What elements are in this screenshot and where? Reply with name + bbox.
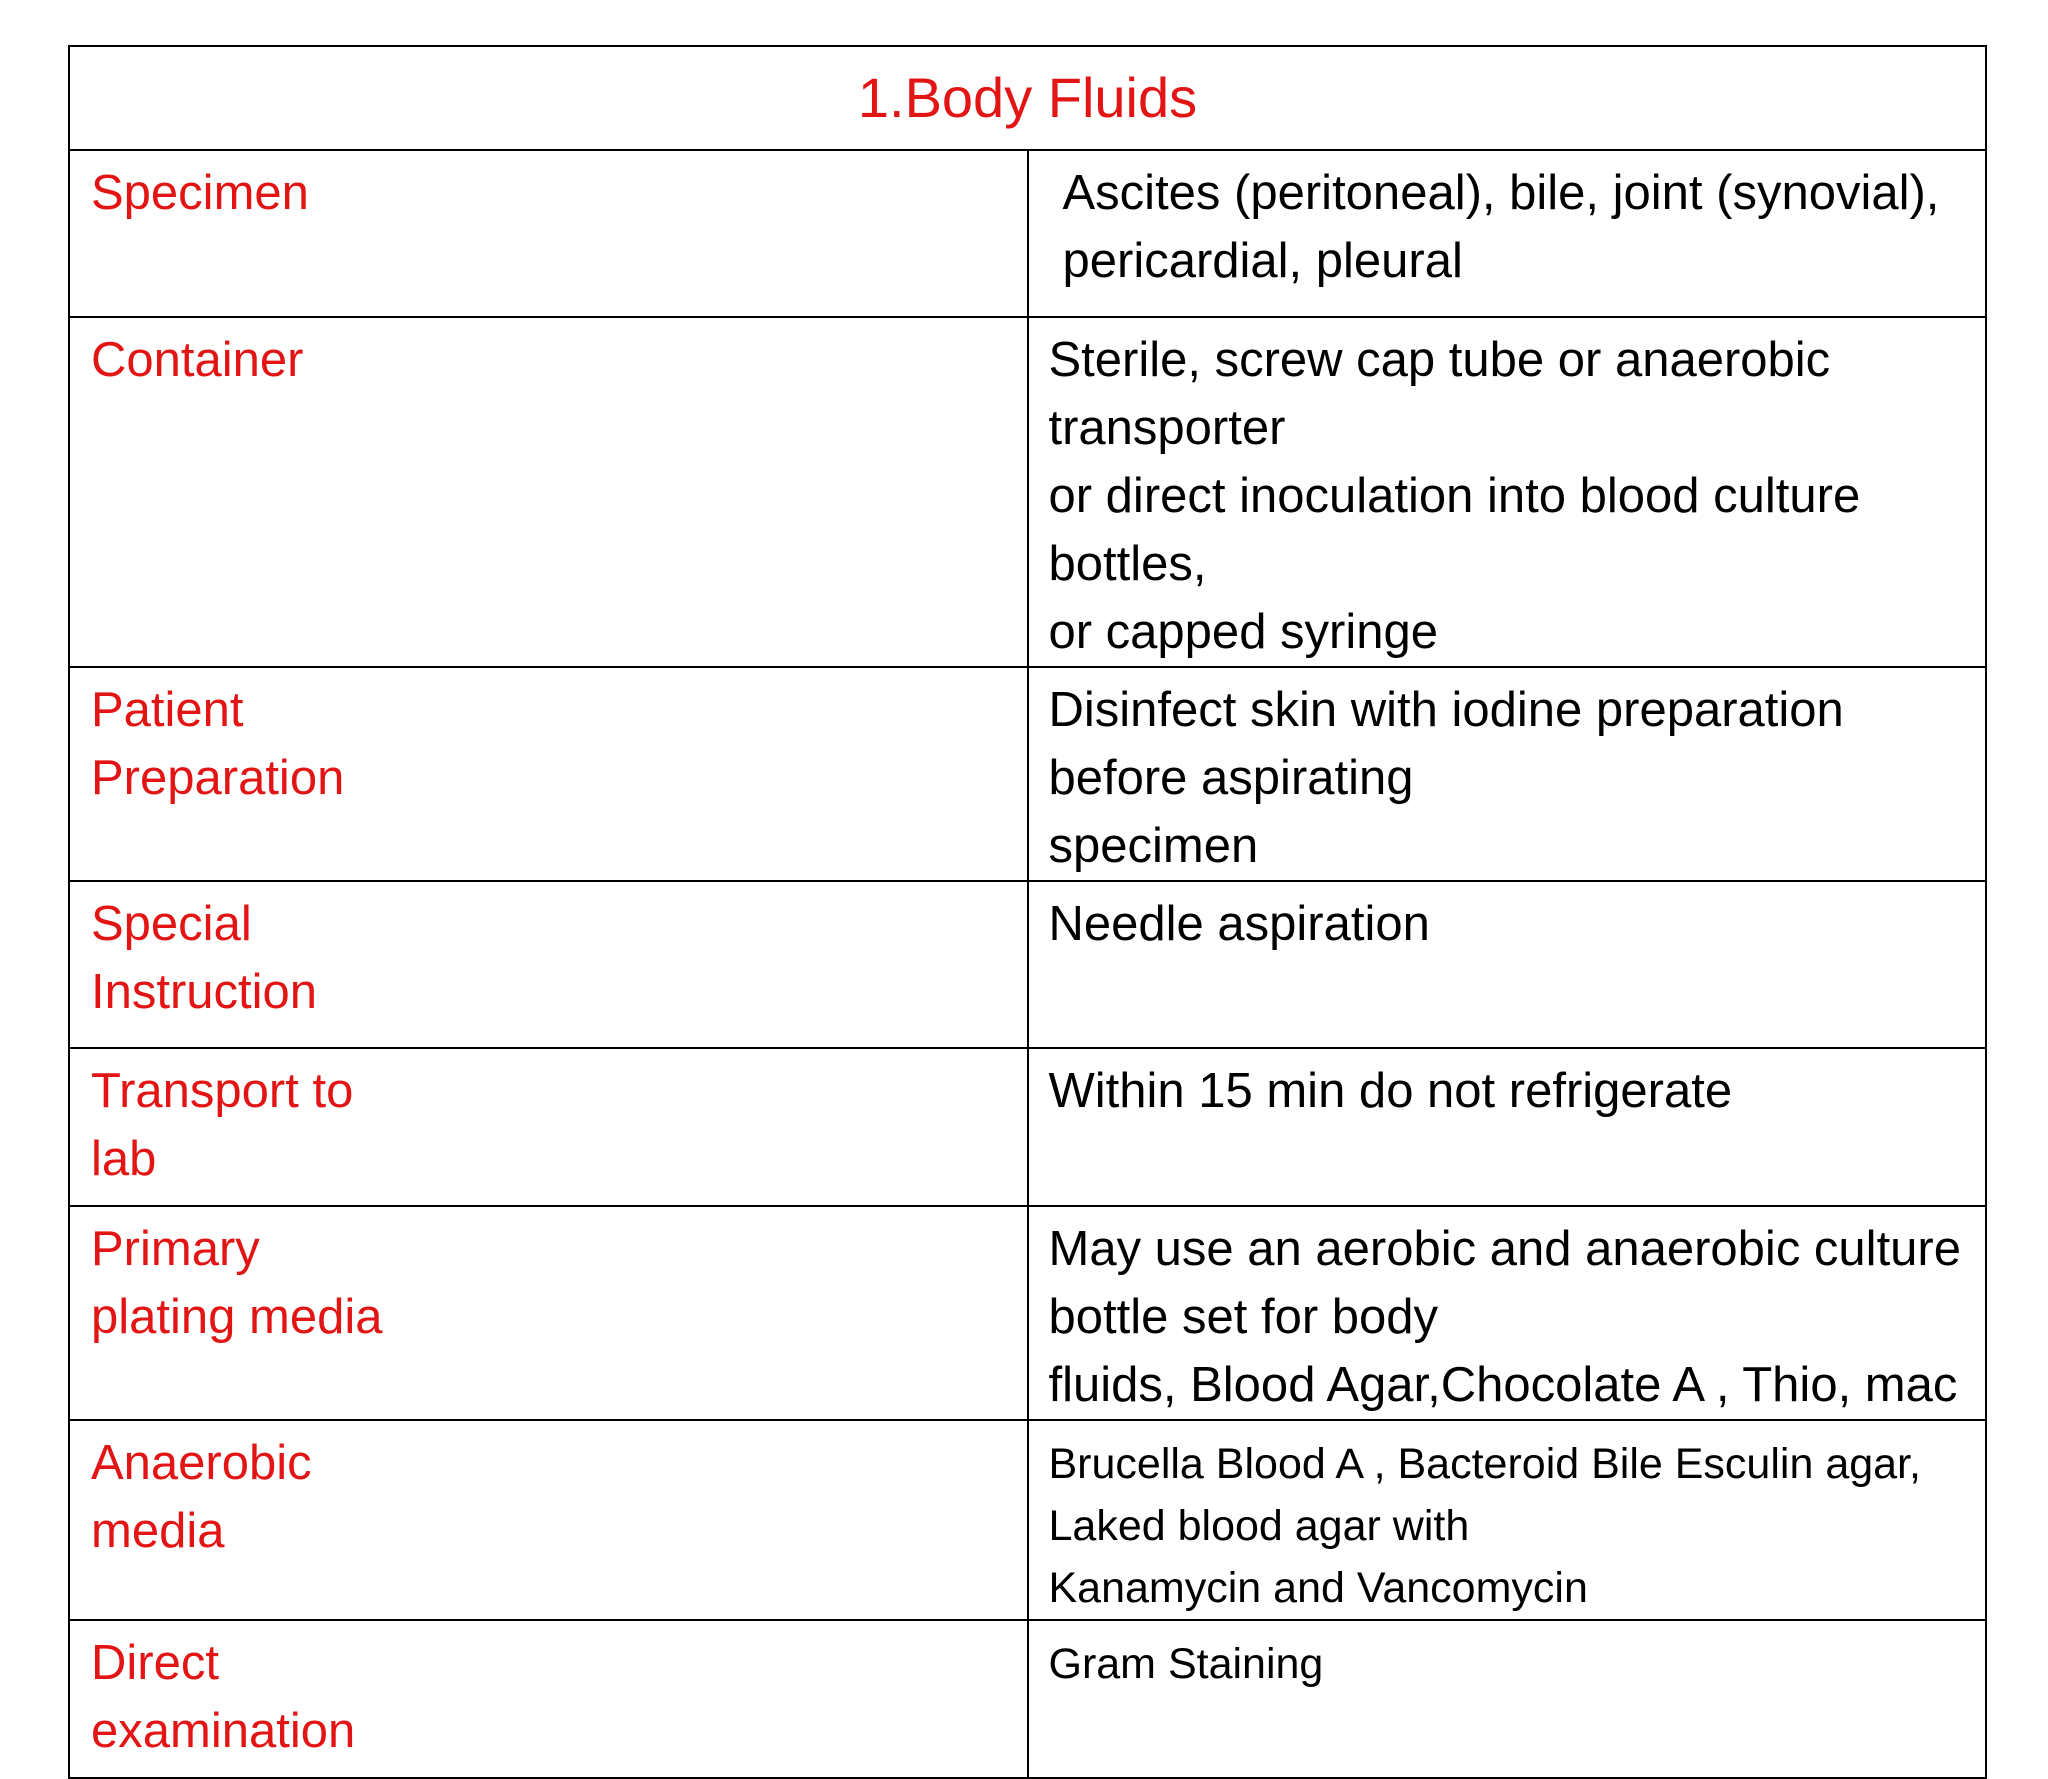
row-value-text: Brucella Blood A , Bacteroid Bile Esculin agar, Laked blood agar with Kanamycin and Vancomycin	[1048, 1440, 1921, 1612]
table-row-primary-plating-media	[69, 1206, 1986, 1420]
row-value-text: Ascites (peritoneal), bile, joint (synovial), pericardial, pleural	[1062, 166, 1940, 288]
table-row-anaerobic-media	[69, 1420, 1986, 1620]
row-label-text: Direct examination	[91, 1636, 356, 1758]
row-label-text: Container	[91, 333, 304, 387]
row-label	[69, 1048, 1028, 1206]
row-value	[1028, 667, 1987, 881]
row-value-text: Needle aspiration	[1048, 897, 1430, 951]
row-label-text: Anaerobic media	[91, 1436, 312, 1558]
row-value	[1028, 881, 1987, 1048]
row-label	[69, 1206, 1028, 1420]
row-label-text: Patient Preparation	[91, 683, 345, 805]
row-label	[69, 317, 1028, 667]
table-row-patient-preparation	[69, 667, 1986, 881]
row-label-text: Primary plating media	[91, 1222, 383, 1344]
table-title-row	[69, 46, 1986, 150]
row-value	[1028, 1420, 1987, 1620]
row-label-text: Special Instruction	[91, 897, 318, 1019]
table-row-special-instruction	[69, 881, 1986, 1048]
row-value	[1028, 317, 1987, 667]
body-fluids-table	[68, 45, 1987, 1779]
table-row-transport-to-lab	[69, 1048, 1986, 1206]
row-label	[69, 1620, 1028, 1778]
row-label-text: Specimen	[91, 166, 309, 220]
row-value	[1028, 1048, 1987, 1206]
table-row-specimen	[69, 150, 1986, 317]
table-title: 1.Body Fluids	[69, 46, 1986, 150]
row-value	[1028, 1620, 1987, 1778]
row-label	[69, 150, 1028, 317]
row-value-text: May use an aerobic and anaerobic culture bottle set for body fluids, Blood Agar,Chocolate A , Thio, mac	[1048, 1222, 1962, 1412]
row-value-text: Gram Staining	[1048, 1640, 1324, 1688]
row-value	[1028, 150, 1987, 317]
row-value	[1028, 1206, 1987, 1420]
table-row-container	[69, 317, 1986, 667]
row-value-text: Within 15 min do not refrigerate	[1048, 1064, 1733, 1118]
row-label	[69, 667, 1028, 881]
table-row-direct-examination	[69, 1620, 1986, 1778]
row-value-text: Sterile, screw cap tube or anaerobic transporter or direct inoculation into blood culture bottles, or capped syringe	[1048, 333, 1861, 659]
row-label-text: Transport to lab	[91, 1064, 354, 1186]
row-value-text: Disinfect skin with iodine preparation before aspirating specimen	[1048, 683, 1844, 873]
row-label	[69, 1420, 1028, 1620]
row-label	[69, 881, 1028, 1048]
